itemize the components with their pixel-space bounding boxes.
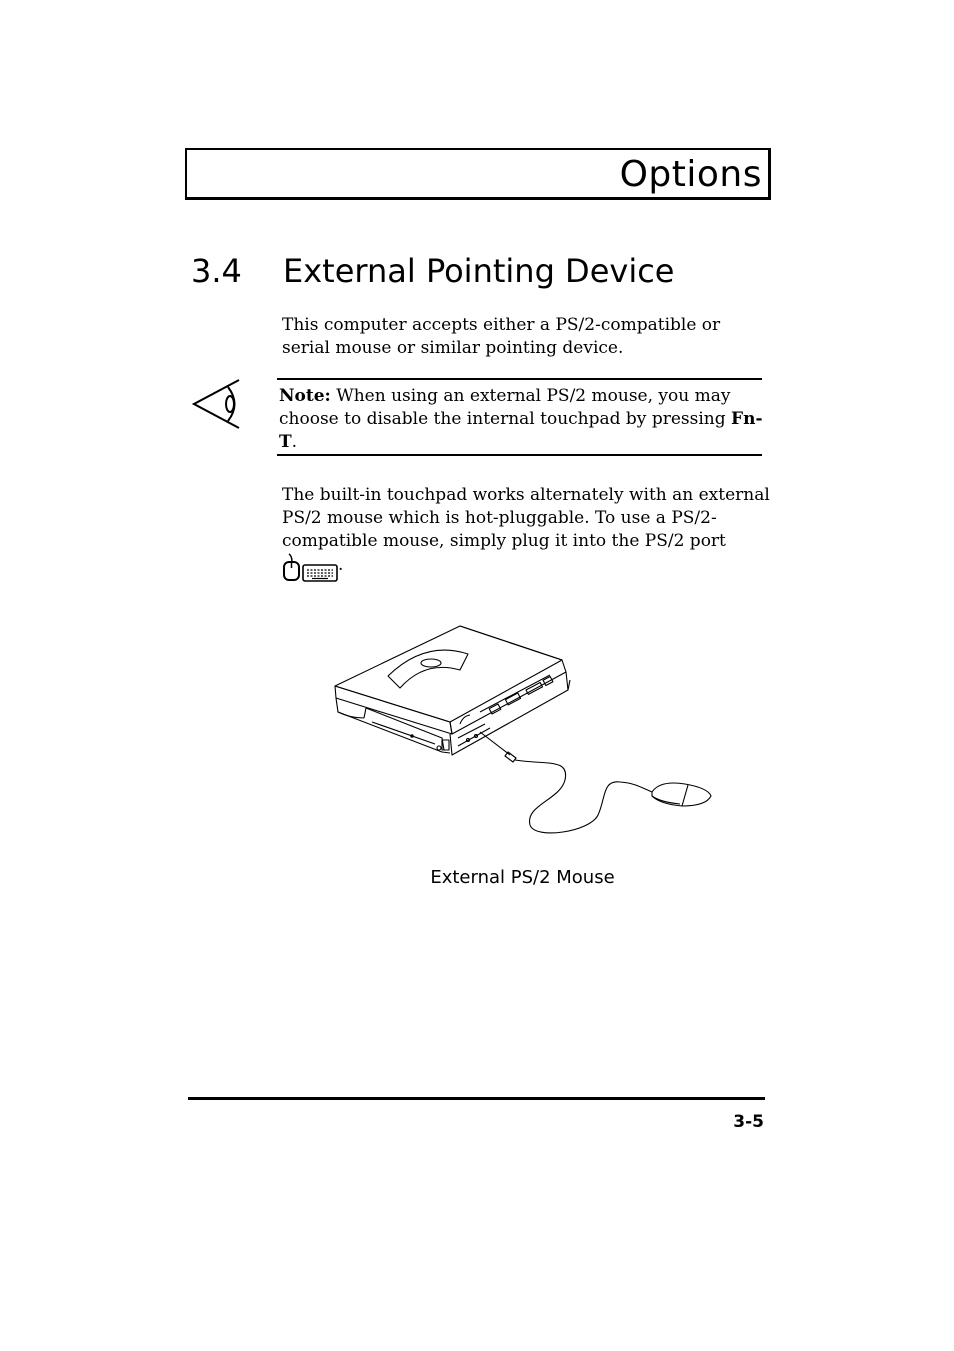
note-box <box>277 378 762 456</box>
note-label: Note: <box>279 386 331 406</box>
footer-rule <box>188 1097 765 1100</box>
laptop-mouse-figure <box>330 620 720 849</box>
ps2-port-icons <box>282 553 338 583</box>
note-key: Fn-T <box>279 409 763 452</box>
chapter-title: Options <box>619 154 762 195</box>
chapter-header-box <box>185 148 771 200</box>
page-number: 3-5 <box>733 1112 764 1132</box>
note-text <box>279 385 763 454</box>
note-end: . <box>291 432 298 452</box>
body-text: The built-in touchpad works alternately with an external PS/2 mouse which is hot-pluggable. To use a PS/2-compatible mouse, simply plug it into the PS/2 port <box>282 485 770 551</box>
keyboard-icon <box>302 561 338 581</box>
eye-icon <box>192 378 242 434</box>
section-number: 3.4 <box>191 252 242 290</box>
intro-paragraph: This computer accepts either a PS/2-compatible or serial mouse or similar pointing device. <box>282 315 721 358</box>
note-body: When using an external PS/2 mouse, you may choose to disable the internal touchpad by pressing <box>279 386 732 429</box>
body-paragraph <box>282 484 772 583</box>
section-title: External Pointing Device <box>283 252 675 290</box>
mouse-icon <box>282 561 302 581</box>
body-end: . <box>338 555 344 575</box>
figure-caption: External PS/2 Mouse <box>430 867 615 888</box>
